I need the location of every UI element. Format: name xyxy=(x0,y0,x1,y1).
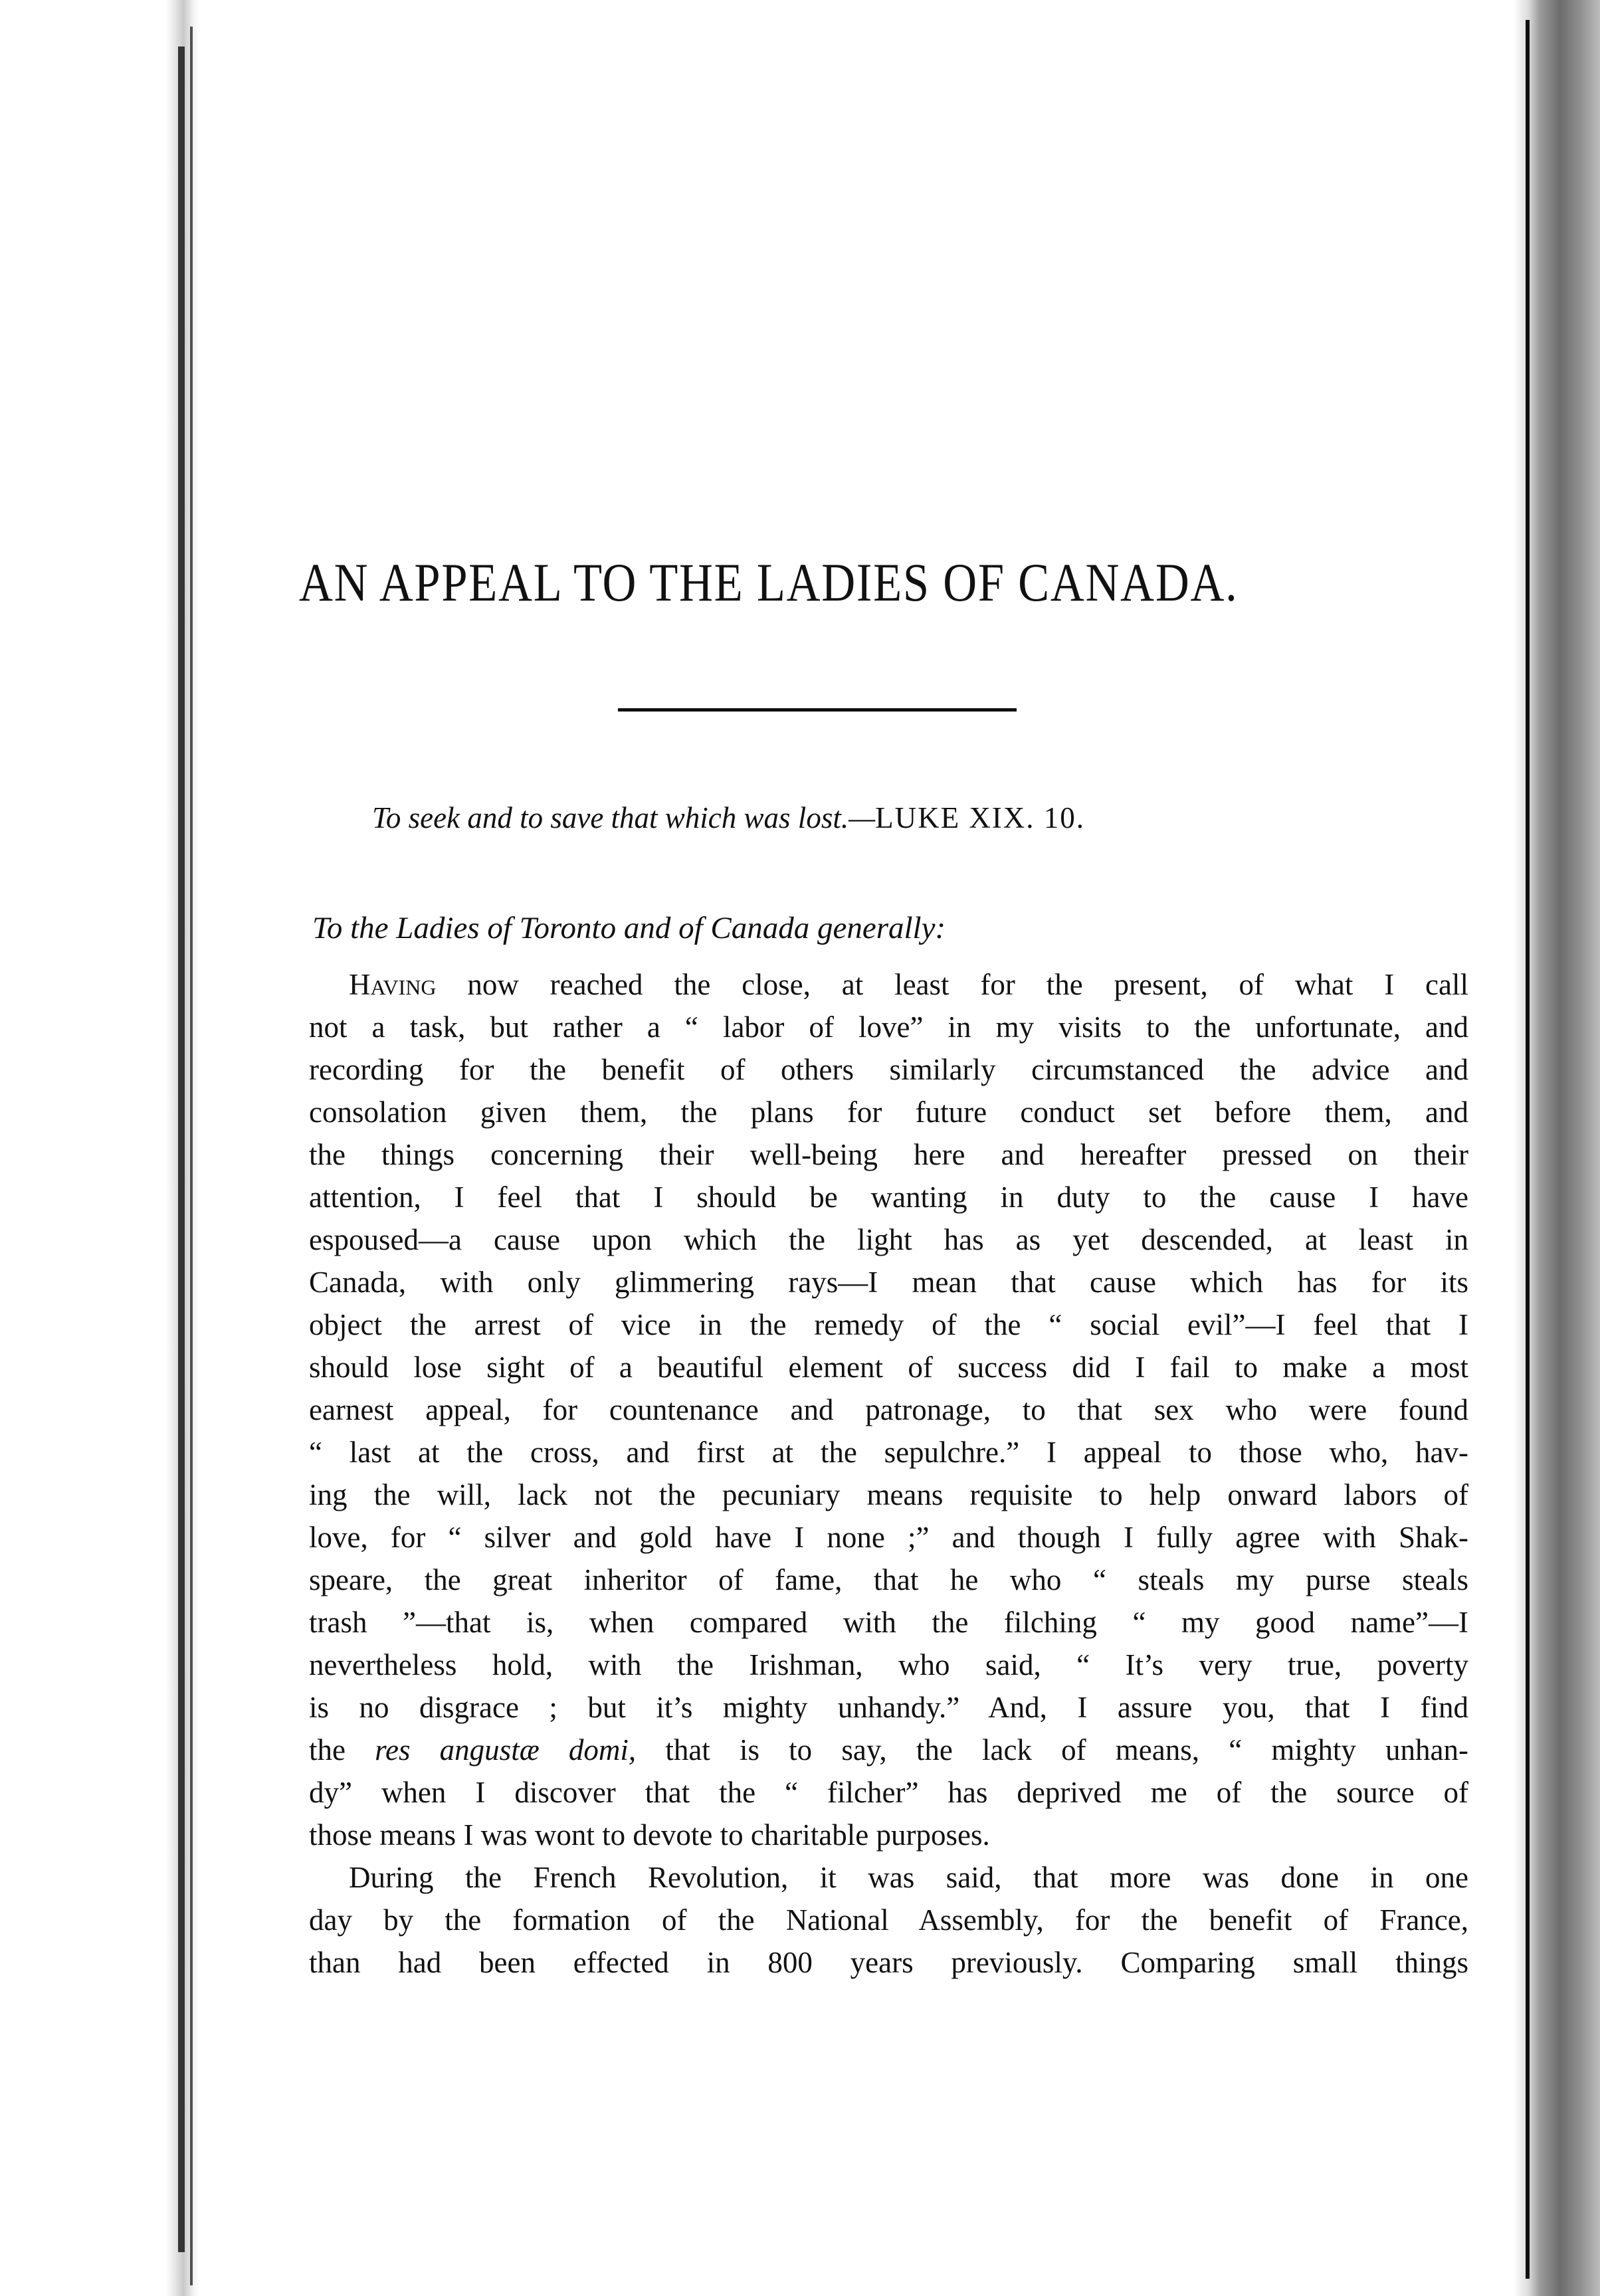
text-line: attention, I feel that I should be wanting in duty to the cause I have xyxy=(309,1181,1468,1214)
text-line xyxy=(309,1729,1468,1771)
title-rule xyxy=(618,708,1017,712)
text-segment: the xyxy=(309,1733,375,1767)
body-text xyxy=(309,963,1468,1984)
text-line: During the French Revolution, it was said, that more was done in one xyxy=(349,1861,1468,1894)
epigraph xyxy=(372,801,1409,835)
text-line: those means I was wont to devote to charitable purposes. xyxy=(309,1818,990,1852)
text-segment: that is to say, the lack of means, “ mighty unhan- xyxy=(636,1733,1468,1767)
text-line: love, for “ silver and gold have I none ;” and though I fully agree with Shak- xyxy=(309,1521,1468,1554)
page-gutter-line xyxy=(190,27,193,2285)
salutation: To the Ladies of Toronto and of Canada generally: xyxy=(312,911,946,945)
latin-phrase: res angustæ domi, xyxy=(375,1733,637,1767)
page-gutter-shadow xyxy=(178,47,185,2252)
text-line: day by the formation of the National Assembly, for the benefit of France, xyxy=(309,1903,1468,1937)
text-line: the things concerning their well-being here and hereafter pressed on their xyxy=(309,1138,1468,1171)
text-line: ing the will, lack not the pecuniary means requisite to help onward labors of xyxy=(309,1478,1468,1511)
text-line-rest: now reached the close, at least for the present, of what I call xyxy=(436,968,1468,1001)
drop-word: Having xyxy=(349,968,437,1001)
text-line: nevertheless hold, with the Irishman, who said, “ It’s very true, poverty xyxy=(309,1648,1468,1681)
text-line: object the arrest of vice in the remedy of the “ social evil”—I feel that I xyxy=(309,1308,1468,1341)
epigraph-reference: LUKE XIX. 10. xyxy=(875,801,1086,834)
text-line: consolation given them, the plans for future conduct set before them, and xyxy=(309,1096,1468,1129)
scan-right-edge xyxy=(1514,0,1600,2296)
text-line: than had been effected in 800 years previously. Comparing small things xyxy=(309,1946,1468,1979)
scan-left-edge xyxy=(0,0,199,2296)
text-line: earnest appeal, for countenance and patronage, to that sex who were found xyxy=(309,1393,1468,1426)
epigraph-quote: To seek and to save that which was lost.— xyxy=(372,801,876,834)
text-line: “ last at the cross, and first at the sepulchre.” I appeal to those who, hav- xyxy=(309,1436,1468,1469)
text-line: dy” when I discover that the “ filcher” has deprived me of the source of xyxy=(309,1776,1468,1809)
text-line: recording for the benefit of others similarly circumstanced the advice and xyxy=(309,1053,1468,1086)
book-page xyxy=(213,0,1515,2296)
text-line: trash ”—that is, when compared with the filching “ my good name”—I xyxy=(309,1606,1468,1639)
text-line: espoused—a cause upon which the light has as yet descended, at least in xyxy=(309,1223,1468,1256)
text-line: should lose sight of a beautiful element of success did I fail to make a most xyxy=(309,1351,1468,1384)
text-line: not a task, but rather a “ labor of love” in my visits to the unfortunate, and xyxy=(309,1010,1468,1044)
text-line xyxy=(309,963,1468,1006)
text-line: speare, the great inheritor of fame, that he who “ steals my purse steals xyxy=(309,1563,1468,1596)
page-edge-line xyxy=(1526,20,1530,2279)
text-line: Canada, with only glimmering rays—I mean that cause which has for its xyxy=(309,1266,1468,1299)
page-title: AN APPEAL TO THE LADIES OF CANADA. xyxy=(299,552,1239,613)
text-line: is no disgrace ; but it’s mighty unhandy.” And, I assure you, that I find xyxy=(309,1691,1468,1724)
